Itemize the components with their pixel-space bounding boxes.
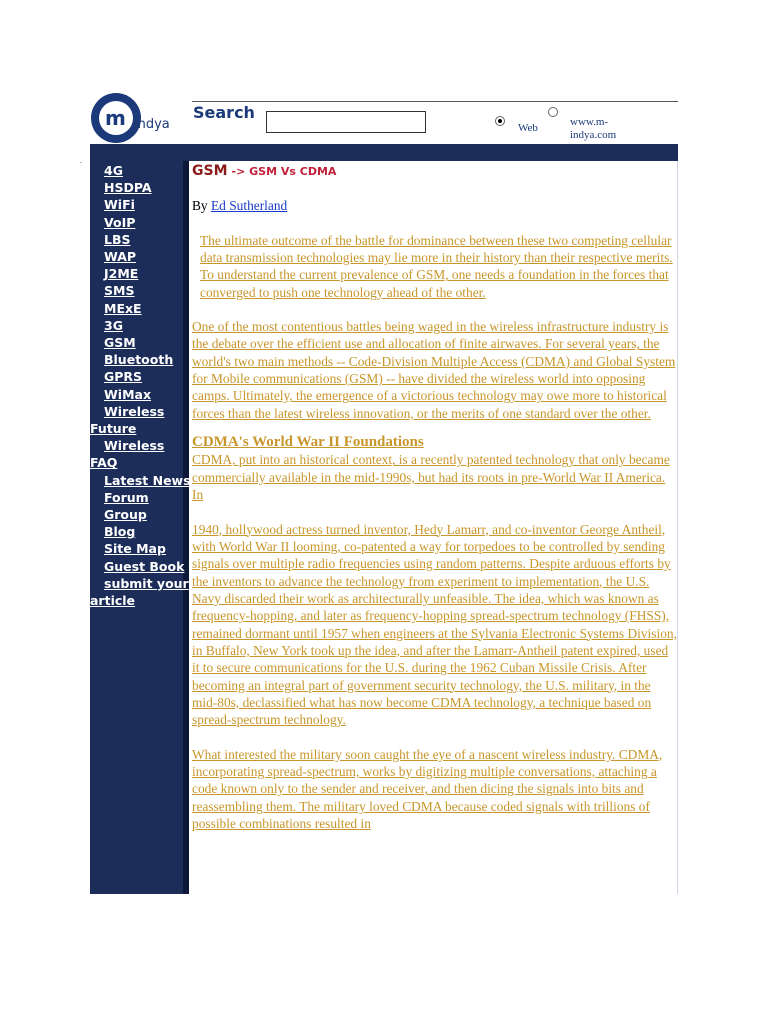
- header-bar: [90, 144, 678, 161]
- sidebar-item-wireless-faq[interactable]: Wireless FAQ: [90, 438, 165, 471]
- sidebar-item-hsdpa[interactable]: HSDPA: [104, 180, 152, 196]
- sidebar-item-bluetooth[interactable]: Bluetooth: [104, 352, 174, 368]
- section-heading[interactable]: CDMA's World War II Foundations: [192, 434, 424, 451]
- radio-web-label: Web: [518, 122, 538, 134]
- sidebar-item-wifi[interactable]: WiFi: [104, 197, 135, 213]
- article: [192, 162, 678, 832]
- article-paragraph-4[interactable]: 1940, hollywood actress turned inventor, Hedy Lamarr, and co-inventor George Antheil, with World War II looming, co-patented a way for torpedoes to be controlled by sending signals over multiple radio frequencies using random patterns. Despite arduous efforts by the inventors to advance the technology from experiment to implementation, the U.S. Navy discarded their work as architecturally unfeasible. The idea, which was known as frequency-hopping, and later as frequency-hopping spread-spectrum technology (FHSS), remained dormant until 1957 when engineers at the Sylvania Electronic Systems Division, in Buffalo, New York took up the idea, and after the Lamarr-Antheil patent expired, used it to secure communications for the U.S. during the 1962 Cuban Missile Crisis. After becoming an integral part of government security technology, the U.S. military, in the mid-80s, declassified what has now become CDMA technology, a technique based on spread-spectrum technology.: [192, 521, 677, 728]
- sidebar-item-wap[interactable]: WAP: [104, 249, 137, 265]
- sidebar-item-sms[interactable]: SMS: [104, 283, 135, 299]
- radio-site[interactable]: [548, 107, 558, 117]
- article-paragraph-3[interactable]: CDMA, put into an historical context, is a recently patented technology that only became commercially available in the mid-1990s, but had its roots in pre-World War II America. In: [192, 452, 670, 503]
- sidebar-nav: [90, 162, 200, 609]
- sidebar-item-gsm[interactable]: GSM: [104, 335, 136, 351]
- sidebar-item-gprs[interactable]: GPRS: [104, 369, 143, 385]
- search-label: Search: [193, 103, 255, 122]
- sidebar-item-mexe[interactable]: MExE: [104, 300, 142, 316]
- sidebar-item-lbs[interactable]: LBS: [104, 231, 131, 247]
- sidebar-item-submit-article[interactable]: submit your article: [90, 575, 189, 609]
- m-indya-logo[interactable]: [90, 92, 202, 144]
- author-link[interactable]: Ed Sutherland: [211, 198, 288, 214]
- article-paragraph-5[interactable]: What interested the military soon caught the eye of a nascent wireless industry. CDMA, incorporating spread-spectrum, works by digitizing multiple conversations, attaching a code known only to the sender and receiver, and then dicing the signals into bits and reassembling them. The military loved CDMA because coded signals with trillions of possible combinations resulted in: [192, 746, 663, 831]
- sidebar-item-group[interactable]: Group: [104, 507, 147, 523]
- sidebar-item-forum[interactable]: Forum: [104, 489, 149, 505]
- byline: [192, 197, 678, 214]
- byline-prefix: By: [192, 198, 208, 214]
- header-top-rule: [192, 101, 678, 102]
- sidebar-item-voip[interactable]: VoIP: [104, 214, 136, 230]
- sidebar-item-4g[interactable]: 4G: [104, 163, 123, 178]
- sidebar-item-3g[interactable]: 3G: [104, 317, 123, 333]
- radio-site-label: www.m-indya.com: [570, 116, 617, 141]
- breadcrumb: [192, 163, 678, 180]
- search-input[interactable]: [266, 111, 426, 133]
- svg-text:indya: indya: [134, 117, 170, 132]
- article-paragraph-1[interactable]: The ultimate outcome of the battle for dominance between these two competing cellular data transmission technologies may lie more in their history than their respective merits. To understand the current prevalence of GSM, one needs a foundation in the forces that converged to push one technology ahead of the other.: [200, 232, 673, 300]
- sidebar-item-j2me[interactable]: J2ME: [104, 266, 139, 282]
- radio-web[interactable]: [495, 116, 505, 126]
- svg-text:m: m: [105, 106, 126, 130]
- article-paragraph-2[interactable]: One of the most contentious battles being waged in the wireless infrastructure industry is the debate over the efficient use and allocation of finite airwaves. For several years, the world's two main methods -- Code-Division Multiple Access (CDMA) and Global System for Mobile communications (GSM) -- have divided the wireless world into opposing camps. Ultimately, the emergence of a victorious technology may owe more to historical forces than the latest wireless innovation, or the merits of one standard over the other.: [192, 319, 676, 421]
- sidebar-item-blog[interactable]: Blog: [104, 524, 136, 540]
- sidebar-item-wireless-future[interactable]: Wireless Future: [90, 403, 165, 437]
- sidebar-item-latest-news[interactable]: Latest News: [104, 472, 191, 488]
- breadcrumb-main[interactable]: GSM: [192, 163, 228, 179]
- stray-dot: .: [80, 156, 82, 165]
- sidebar-item-guest-book[interactable]: Guest Book: [104, 558, 185, 574]
- sidebar-item-wimax[interactable]: WiMax: [104, 386, 152, 402]
- breadcrumb-sub[interactable]: -> GSM Vs CDMA: [231, 165, 337, 178]
- sidebar-item-site-map[interactable]: Site Map: [104, 541, 166, 557]
